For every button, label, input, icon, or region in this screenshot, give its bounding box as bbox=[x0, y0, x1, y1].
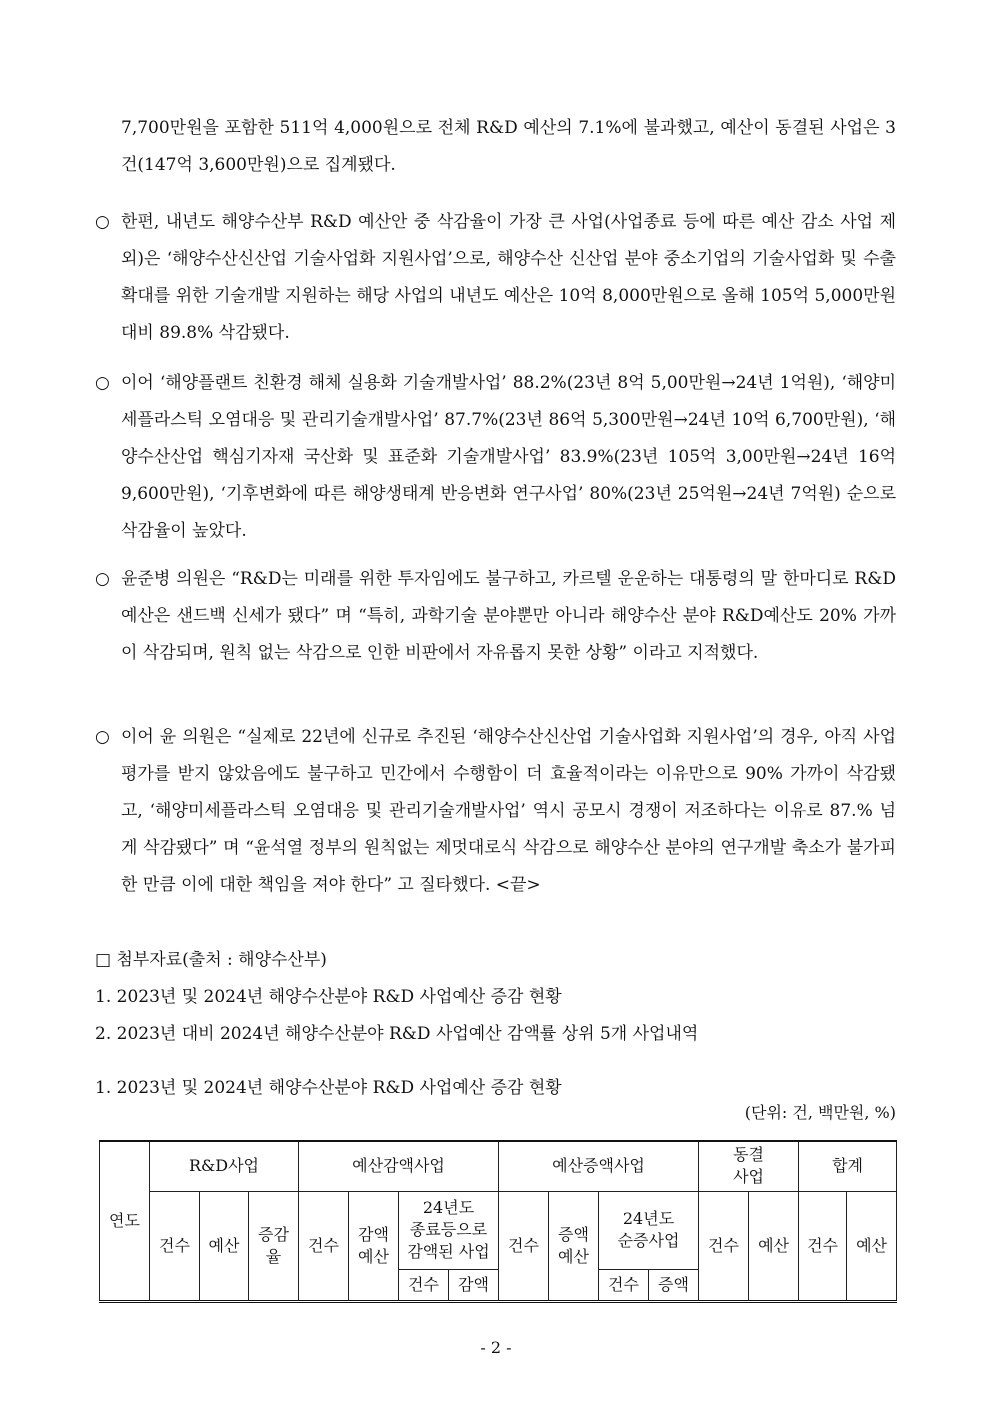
bullet-text: 윤준병 의원은 “R&D는 미래를 위한 투자임에도 불구하고, 카르텔 운운하는 대통령의 말 한마디로 R&D 예산은 샌드백 신세가 됐다” 며 “특히, 과학기술 분야뿐만 아니라 해양수산 분야 R&D예산도 20% 가까이 삭감되며, 원칙 없는 삭감으로 인한 비판에서 자유롭지 못한 상황” 이라고 지적했다. bbox=[121, 569, 896, 663]
circle-bullet-icon: ○ bbox=[95, 373, 110, 393]
header-total-budget: 예산 bbox=[847, 1191, 897, 1301]
attachments-section bbox=[95, 942, 896, 1053]
header-ended: 24년도 종료등으로 감액된 사업 bbox=[399, 1191, 499, 1269]
bullet-text: 이어 ‘해양플랜트 친환경 해체 실용화 기술개발사업’ 88.2%(23년 8억 5,00만원→24년 1억원), ‘해양미세플라스틱 오염대응 및 관리기술개발사업’ 87.7%(23년 86억 5,300만원→24년 10억 6,700만원), ‘해양수산산업 핵심기자재 국산화 및 표준화 기술개발사업’ 83.9%(23년 105억 3,00만원→24년 16억 9,600만원), ‘기후변화에 따른 해양생태계 반응변화 연구사업’ 80%(23년 25억원→24년 7억원) 순으로 삭감율이 높았다. bbox=[121, 373, 896, 541]
unit-label: (단위: 건, 백만원, %) bbox=[744, 1103, 896, 1122]
header-dec-count: 건수 bbox=[299, 1191, 349, 1301]
header-ended-amount: 감액 bbox=[449, 1269, 499, 1301]
attachment-item-1: 1. 2023년 및 2024년 해양수산분야 R&D 사업예산 증감 현황 bbox=[95, 987, 562, 1007]
bullet-text: 한편, 내년도 해양수산부 R&D 예산안 중 삭감율이 가장 큰 사업(사업종료 등에 따른 예산 감소 사업 제외)은 ‘해양수산신산업 기술사업화 지원사업’으로, 해양수산 신산업 분야 중소기업의 기술사업화 및 수출 확대를 위한 기술개발 지원하는 해당 사업의 내년도 예산은 10억 8,000만원으로 올해 105억 5,000만원 대비 89.8% 삭감됐다. bbox=[121, 212, 896, 343]
header-dec-amount: 감액 예산 bbox=[349, 1191, 399, 1301]
bullet-paragraph-4 bbox=[95, 719, 896, 904]
circle-bullet-icon: ○ bbox=[95, 727, 110, 747]
header-decrease: 예산감액사업 bbox=[299, 1141, 499, 1191]
attachments-header: □ 첨부자료(출처 : 해양수산부) bbox=[95, 950, 327, 970]
header-rnd-count: 건수 bbox=[150, 1191, 200, 1301]
attachment-item-2: 2. 2023년 대비 2024년 해양수산분야 R&D 사업예산 감액률 상위 5개 사업내역 bbox=[95, 1024, 699, 1044]
header-new-count: 건수 bbox=[599, 1269, 649, 1301]
circle-bullet-icon: ○ bbox=[95, 212, 110, 232]
header-rnd: R&D사업 bbox=[150, 1141, 299, 1191]
circle-bullet-icon: ○ bbox=[95, 569, 110, 589]
lead-paragraph: 7,700만원을 포함한 511억 4,000원으로 전체 R&D 예산의 7.1%에 불과했고, 예산이 동결된 사업은 3건(147억 3,600만원)으로 집계됐다. bbox=[121, 118, 896, 175]
header-ended-count: 건수 bbox=[399, 1269, 449, 1301]
header-total: 합계 bbox=[799, 1141, 897, 1191]
table-title-text: 1. 2023년 및 2024년 해양수산분야 R&D 사업예산 증감 현황 bbox=[95, 1078, 562, 1098]
budget-table bbox=[99, 1140, 897, 1305]
header-new: 24년도 순증사업 bbox=[599, 1191, 699, 1269]
header-frozen: 동결 사업 bbox=[699, 1141, 799, 1191]
header-year: 연도 bbox=[100, 1141, 150, 1301]
header-increase: 예산증액사업 bbox=[499, 1141, 699, 1191]
header-rnd-budget: 예산 bbox=[200, 1191, 249, 1301]
bullet-text: 이어 윤 의원은 “실제로 22년에 신규로 추진된 ‘해양수산신산업 기술사업화 지원사업’의 경우, 아직 사업평가를 받지 않았음에도 불구하고 민간에서 수행함이 더 효율적이라는 이유만으로 90% 가까이 삭감됐고, ‘해양미세플라스틱 오염대응 및 관리기술개발사업’ 역시 공모시 경쟁이 저조하다는 이유로 87.% 넘게 삭감됐다” 며 “윤석열 정부의 원칙없는 제멋대로식 삭감으로 해양수산 분야의 연구개발 축소가 불가피한 만큼 이에 대한 책임을 져야 한다” 고 질타했다. <끝> bbox=[121, 727, 896, 895]
header-inc-amount: 증액 예산 bbox=[549, 1191, 599, 1301]
bullet-paragraph-2 bbox=[95, 365, 896, 550]
header-total-count: 건수 bbox=[799, 1191, 847, 1301]
header-inc-count: 건수 bbox=[499, 1191, 549, 1301]
bullet-paragraph-1 bbox=[95, 204, 896, 352]
page-number: - 2 - bbox=[480, 1338, 512, 1357]
header-frozen-budget: 예산 bbox=[749, 1191, 799, 1301]
header-rnd-rate: 증감 율 bbox=[249, 1191, 299, 1301]
header-frozen-count: 건수 bbox=[699, 1191, 749, 1301]
bullet-paragraph-3 bbox=[95, 561, 896, 672]
table-bottom-rule bbox=[100, 1301, 897, 1305]
header-new-amount: 증액 bbox=[649, 1269, 699, 1301]
